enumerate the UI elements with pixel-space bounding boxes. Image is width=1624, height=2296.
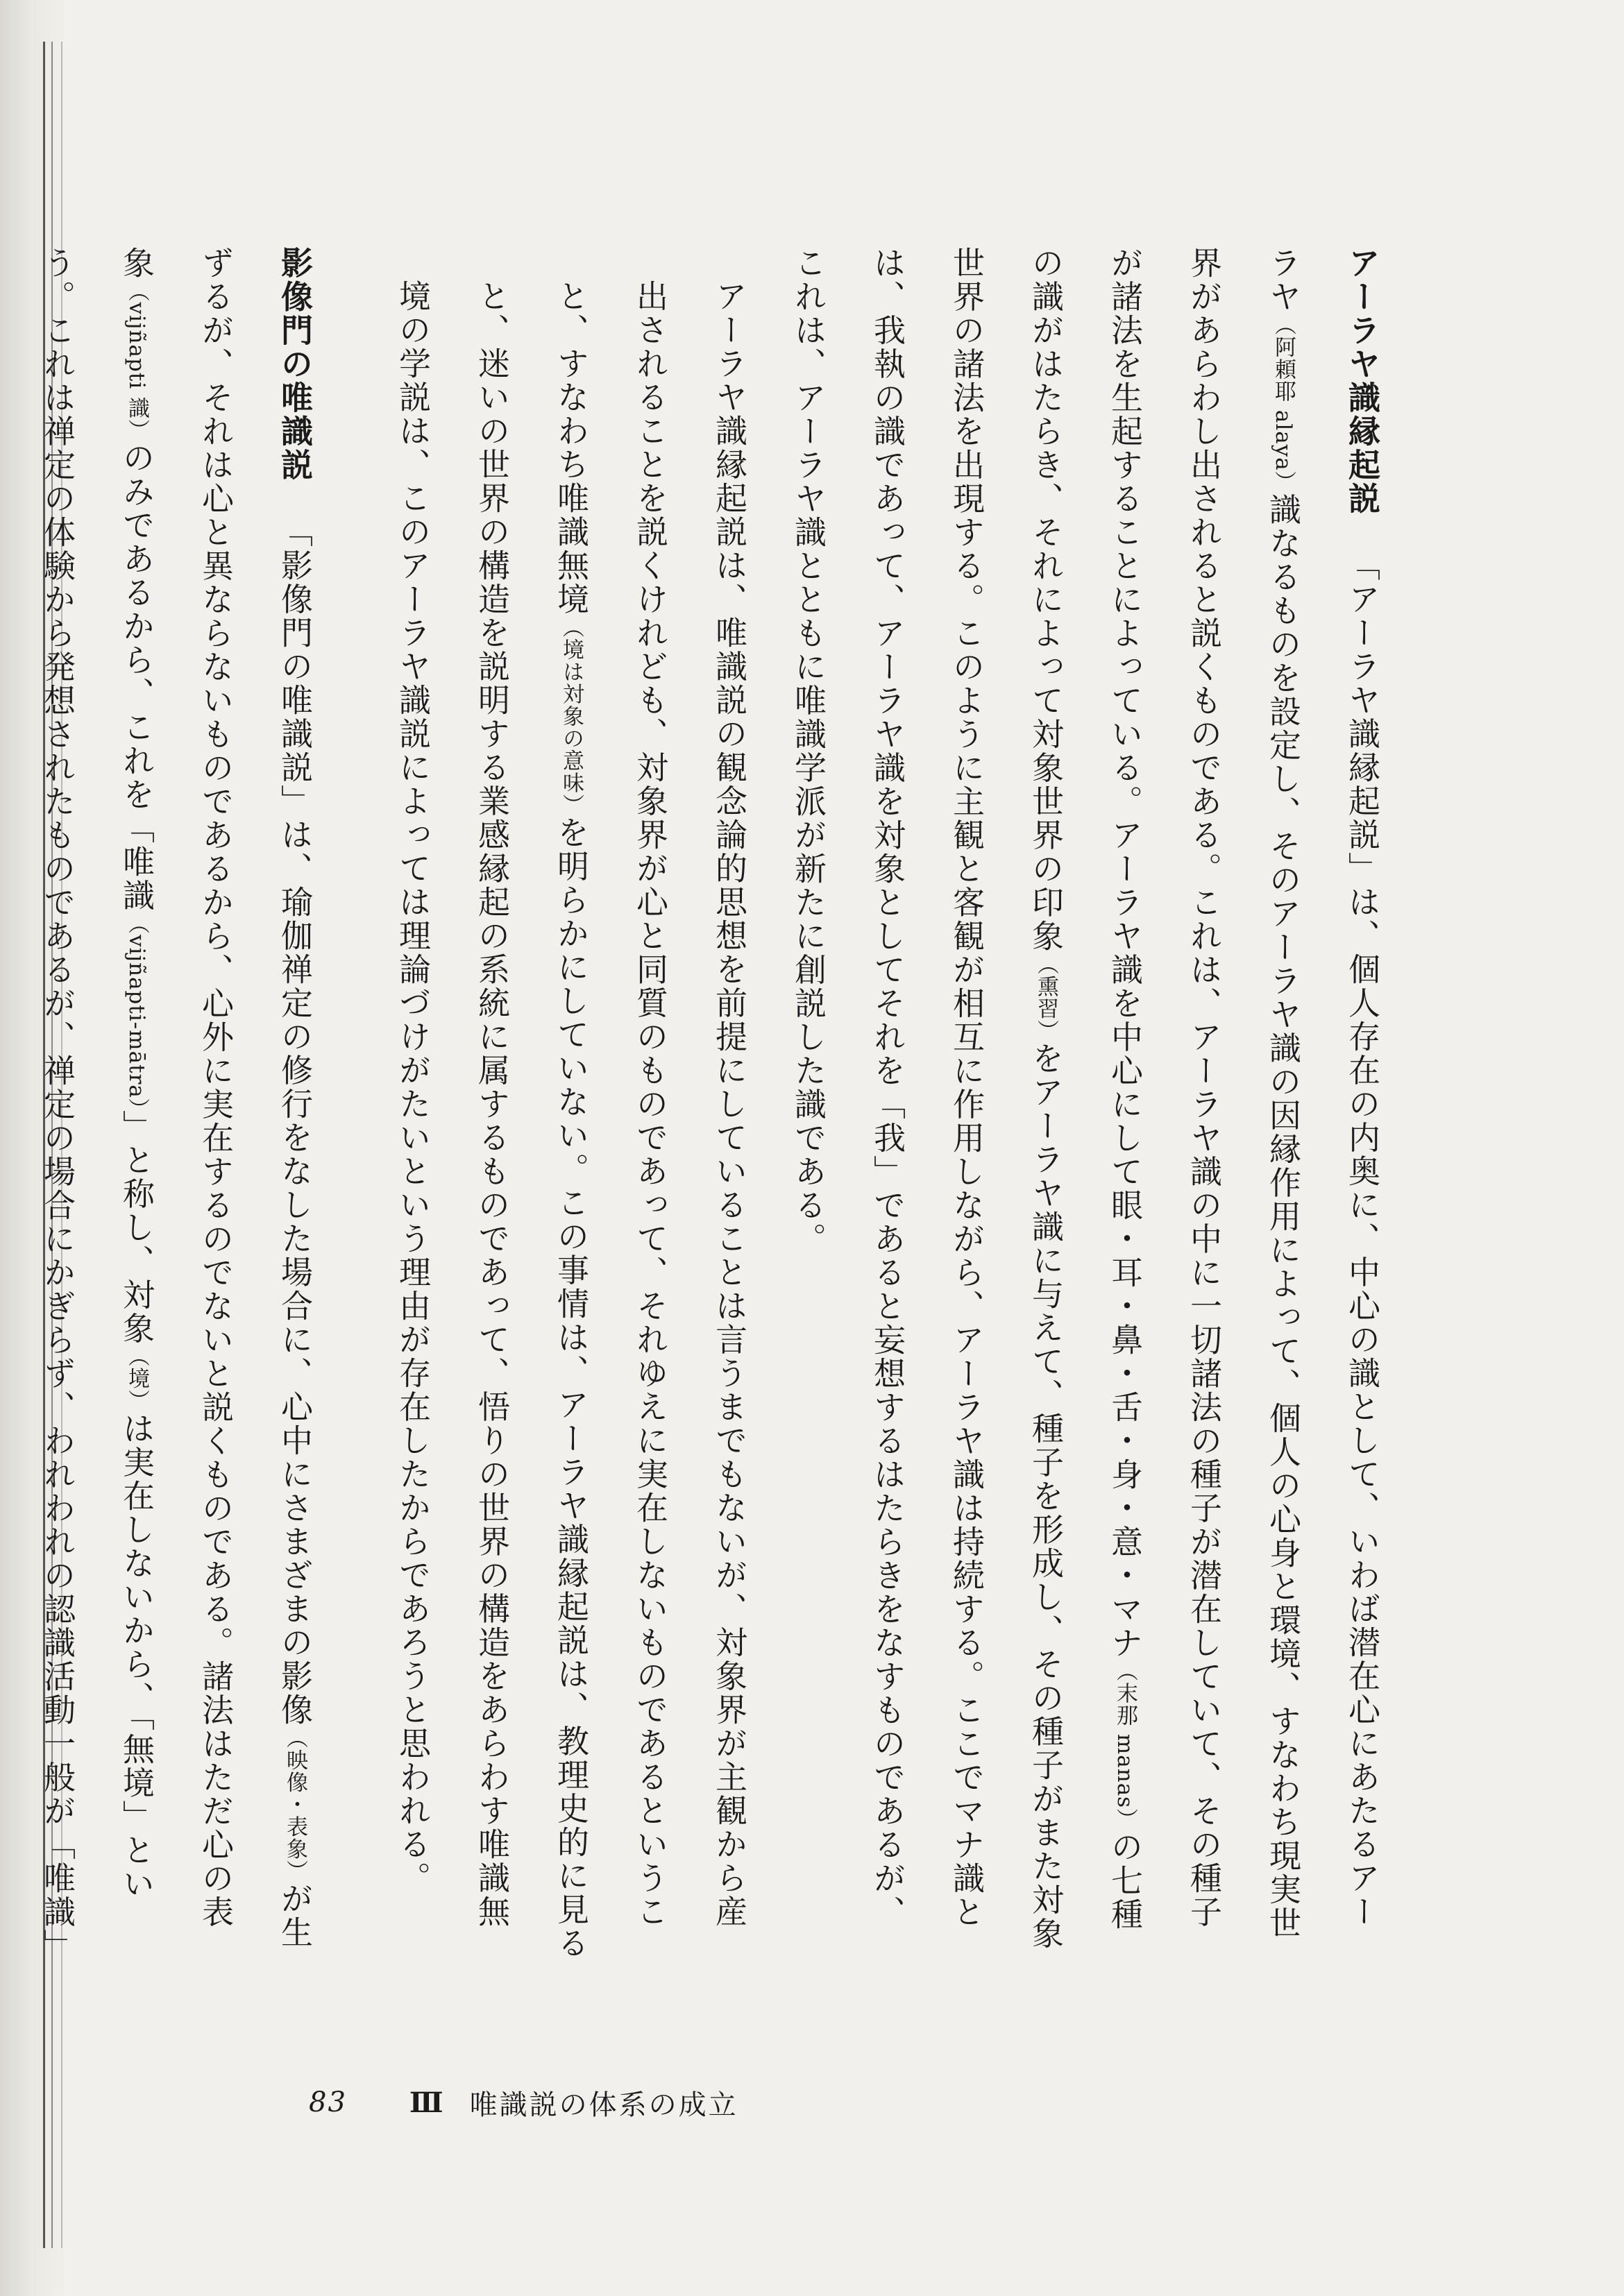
page-number: 83 <box>309 2086 347 2118</box>
text-run: 「影像門の唯識説」は、瑜伽禅定の修行をなした場合に、心中にさまざまの影像 <box>276 515 314 1727</box>
chapter-title: 唯識説の体系の成立 <box>469 2089 738 2121</box>
text-run: 識なるものを設定し、そのアーラヤ識の因縁作用によって、個人の心身と環境、すなわち現実世界があらわし出されると説くものである。これは、アーラヤ識の中に一切諸法の種子が潜在していて、その種子が諸法を生起することによっている。アーラヤ識を中心にして眼・耳・鼻・舌・身・意・マナ <box>1106 246 1302 1941</box>
inline-note: （熏習） <box>1033 953 1058 1042</box>
paragraph-alaya-critique <box>373 246 769 1960</box>
inline-note: （阿頼耶 alaya） <box>1271 314 1296 493</box>
text-run: をアーラヤ識に与えて、種子を形成し、その種子がまた対象世界の諸法を出現する。このように主観と客観が相互に作用しながら、アーラヤ識は持続する。ここでマナ識とは、我執の識であって、アーラヤ識を対象としてそれを「我」であると妄想するはたらきをなすものであるが、これは、アーラヤ識とともに唯識学派が新たに創説した識である。 <box>790 246 1065 1950</box>
text-run: は実在しないから、「無境」という。これは禅定の体験から発想されたものであるが、禅定の場合にかぎらず、われわれの認識活動一般が「唯識」 <box>39 246 155 1947</box>
text-run: を明らかにしていない。この事情は、アーラヤ識縁起説は、教理史的に見ると、迷いの世界の構造を説明する業感縁起の系統に属するものであって、悟りの世界の構造をあらわす唯識無境の学説は、このアーラヤ識説によっては理論づけがたいという理由が存在したからであろうと思われる。 <box>394 280 590 1960</box>
text-run: 「アーラヤ識縁起説」は、個人存在の内奥に、中心の識として、いわば潜在心にあたるアーラヤ <box>1264 246 1381 1929</box>
text-run: 」と称し、対象 <box>118 1109 155 1345</box>
inline-note: （境は対象の意味） <box>559 616 584 816</box>
vertical-body-text <box>39 246 1402 1960</box>
page-footer <box>309 2082 738 2123</box>
section-heading: 影像門の唯識説 <box>276 246 314 482</box>
inline-note: （映像・表象） <box>282 1726 307 1882</box>
inline-note: （境） <box>124 1345 149 1412</box>
text-run: のみであるから、これを「唯識 <box>118 441 155 913</box>
text-run: の七種の識がはたらき、それによって対象世界の印象 <box>1027 246 1144 1932</box>
text-run: が生ずるが、それは心と異ならないものであるから、心外に実在するのでないと説くものである。諸法はただ心の表象 <box>118 246 314 1950</box>
inline-note: （vijñapti-mātra） <box>124 912 149 1110</box>
inline-note: （末那 manas） <box>1113 1660 1137 1831</box>
chapter-numeral: Ⅲ <box>409 2086 442 2119</box>
inline-note: （vijñapti 識） <box>124 280 149 442</box>
section-heading: アーラヤ識縁起説 <box>1344 246 1381 516</box>
paragraph-eizomon <box>0 246 335 1960</box>
text-run: アーラヤ識縁起説は、唯識説の観念論的思想を前提にしていることは言うまでもないが、対象界が主観から産出されることを説くけれども、対象界が心と同質のものであって、それゆえに実在しないものであるということ、すなわち唯識無境 <box>552 280 748 1929</box>
paragraph-alaya-intro <box>769 246 1402 1960</box>
